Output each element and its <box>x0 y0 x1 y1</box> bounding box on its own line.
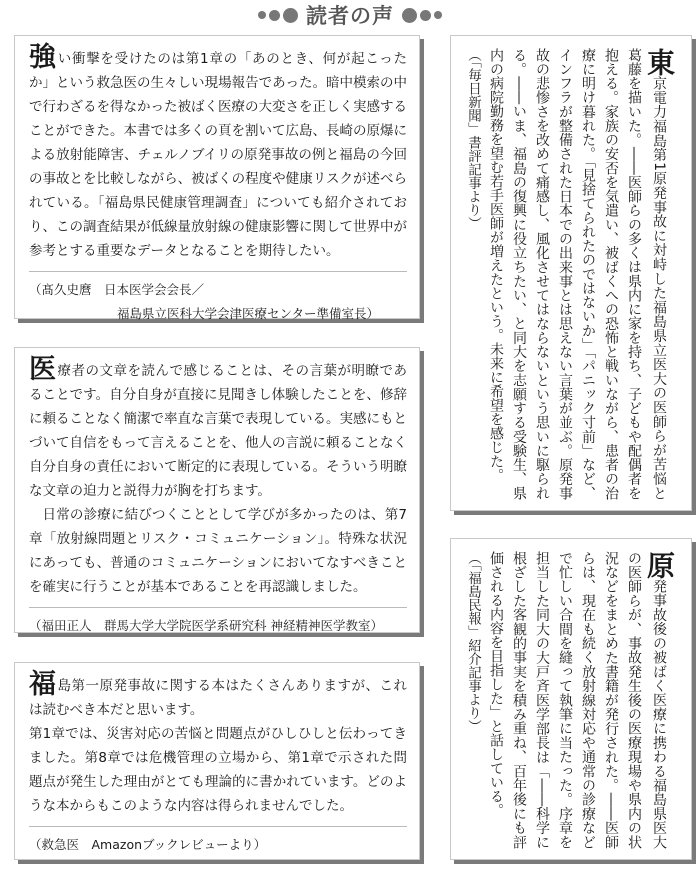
header-dots-right-icon <box>402 8 442 23</box>
review-card-mainichi <box>450 35 692 511</box>
review-text-paragraph2: 第1章では、災害対応の苦悩と問題点がひしひしと伝わってきました。第8章では危機管理の立場から、第1章で示された問題点が発生した理由がとても理論的に書かれています。どのような本からもこのような内容は得られませんでした。 <box>29 726 407 814</box>
review-card-fukuda <box>14 347 420 633</box>
review-vertical-text <box>461 48 676 500</box>
review-card-takaku <box>14 35 420 319</box>
review-source-line2: 福島県立医科大学会津医療センター準備室長） <box>117 306 380 321</box>
divider <box>29 826 407 827</box>
review-card-amazon <box>14 662 420 860</box>
review-source-line1: （髙久史麿 日本医学会会長／ <box>29 282 205 297</box>
section-header <box>0 0 700 30</box>
review-text: い衝撃を受けたのは第1章の「あのとき、何が起こったか」という救急医の生々しい現場報告であった。暗中模索の中で行わざるを得なかった被ばく医療の大変さを正しく実感することができた。本書では多くの頁を割いて広島、長崎の原爆による放射能障害、チェルノブイリの原発事故の例と福島の今回の事故とを比較しながら、被ばくの程度や健康リスクが述べられている。「福島県民健康管理調査」についても紹介されており、この調査結果が低線量放射線の健康影響に関して世界中が参考とする重要なデータとなることを期待したい。 <box>29 51 408 259</box>
review-card-minpo <box>450 538 692 860</box>
review-text-paragraph2: 日常の診療に結びつくこととして学びが多かったのは、第7章「放射線問題とリスク・コミュニケーション」。特殊な状況にあっても、普通のコミュニケーションにおいてなすべきことを確実に行うことが基本であることを再認識しました。 <box>29 507 407 595</box>
review-source <box>29 278 407 326</box>
review-source: （福田正人 群馬大学大学院医学系研究科 神経精神医学教室） <box>29 618 383 633</box>
review-initial: 福 <box>29 669 57 700</box>
divider <box>29 271 407 272</box>
header-dots-left-icon <box>258 8 298 23</box>
review-text: 島第一原発事故に関する本はたくさんありますが、これは読むべき本だと思います。 <box>29 678 407 718</box>
review-initial: 原 <box>643 551 676 580</box>
review-initial: 医 <box>29 354 57 385</box>
review-source: （「福島民報」紹介記事より） <box>465 551 481 734</box>
review-text: 京電力福島第1原発事故に対峙した福島県立医大の医師らが苦悩と葛藤を描いた。――医師らの多くは県内に家を持ち、子どもや配偶者を抱える。家族の安否を気遣い、被ばくへの恐怖と戦いながら、患者の治療に明け暮れた。「見捨てられたのではないか」「パニック寸前」など、インフラが整備された日本での出来事とは思えない言葉が並ぶ。原発事故の悲惨さを改めて痛感し、風化させてはならないという思いに駆られる。――いま、福島の復興に役立ちたい、と同大を志願する受験生、県内の病院勤務を望む若手医師が増えたという。未来に希望を感じた。 <box>488 48 667 500</box>
review-text: 療者の文章を読んで感じることは、その言葉が明瞭であることです。自分自身が直接に見聞きし体験したことを、修辞に頼ることなく簡潔で率直な言葉で表現している。実感にもとづいて自信をもって言えることを、他人の言説に頼ることなく自分自身の責任において断定的に表現している。そういう明瞭な文章の迫力と説得力が胸を打ちます。 <box>29 363 407 499</box>
review-initial: 強 <box>29 42 57 73</box>
section-title: 読者の声 <box>306 4 394 28</box>
review-body <box>29 42 408 263</box>
review-initial: 東 <box>643 48 676 77</box>
review-body <box>29 669 407 722</box>
divider <box>29 607 407 608</box>
review-source: （「毎日新聞」書評記事より） <box>465 48 481 231</box>
review-vertical-text <box>461 551 676 850</box>
review-source: （救急医 Amazonブックレビューより） <box>29 837 267 852</box>
review-text: 発事故後の被ばく医療に携わる福島県医大の医師らが、事故発生後の医療現場や県内の状況などをまとめた書籍が発行された。――医師らは、現在も続く放射線対応や通常の診療などで忙しい合間を縫って執筆に当たった。序章を担当した同大の大戸斉医学部長は「――科学に根ざした客観的事実を積み重ね、百年後にも評価される内容を目指した」と話している。 <box>488 551 667 850</box>
review-body <box>29 354 407 503</box>
